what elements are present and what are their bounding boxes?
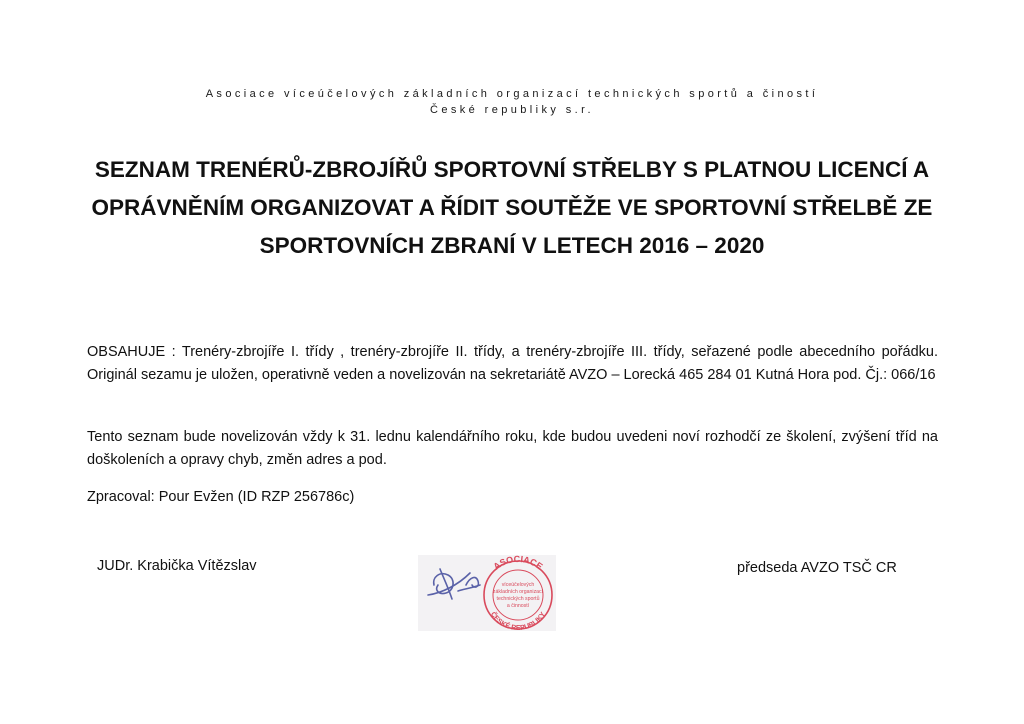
document-title bbox=[60, 151, 964, 265]
author-line: Zpracoval: Pour Evžen (ID RZP 256786c) bbox=[87, 489, 355, 505]
title-line2: OPRÁVNĚNÍM ORGANIZOVAT A ŘÍDIT SOUTĚŽE VE SPORTOVNÍ STŘELBĚ ZE bbox=[91, 195, 933, 220]
contents-paragraph: OBSAHUJE : Trenéry-zbrojíře I. třídy , trenéry-zbrojíře II. třídy, a trenéry-zbrojíře III. třídy, seřazené podle abecedního pořádku. Originál sezamu je uložen, operativně veden a novelizován na sekretariátě AVZO – Lorecká 465 284 01 Kutná Hora pod. Čj.: 066/16 bbox=[87, 344, 938, 383]
title-line3: SPORTOVNÍCH ZBRANÍ V LETECH 2016 – 2020 bbox=[259, 233, 765, 258]
stamp-inner-ring bbox=[493, 570, 543, 620]
stamp-graphic bbox=[418, 555, 556, 631]
update-paragraph: Tento seznam bude novelizován vždy k 31. lednu kalendářního roku, kde budou uvedeni noví rozhodčí ze školení, zvýšení tříd na doškoleních a opravy chyb, změn adres a pod. bbox=[87, 429, 938, 468]
signatory-name: JUDr. Krabička Vítězslav bbox=[97, 558, 257, 574]
svg-text:ASOCIACE bbox=[491, 555, 544, 572]
stamp-inner-line3: technických sportů bbox=[496, 596, 540, 602]
stamp-inner-line4: a činností bbox=[506, 603, 530, 609]
official-stamp bbox=[418, 555, 556, 631]
organization-header bbox=[0, 86, 1024, 118]
organization-name-line2: České republiky s.r. bbox=[430, 104, 594, 116]
stamp-top-text: ASOCIACE bbox=[491, 555, 545, 572]
handwritten-signature bbox=[428, 569, 480, 599]
organization-name-line1: Asociace víceúčelových základních organizací technických sportů a čiností bbox=[205, 88, 819, 100]
stamp-inner-line1: víceúčelových bbox=[501, 582, 535, 588]
stamp-bottom-text: ČESKÉ REPUBLIKY bbox=[488, 611, 548, 631]
signatory-title: předseda AVZO TSČ CR bbox=[737, 560, 897, 576]
title-line1: SEZNAM TRENÉRŮ-ZBROJÍŘŮ SPORTOVNÍ STŘELBY S PLATNOU LICENCÍ A bbox=[94, 157, 930, 182]
stamp-inner-line2: základních organizací bbox=[492, 589, 544, 595]
